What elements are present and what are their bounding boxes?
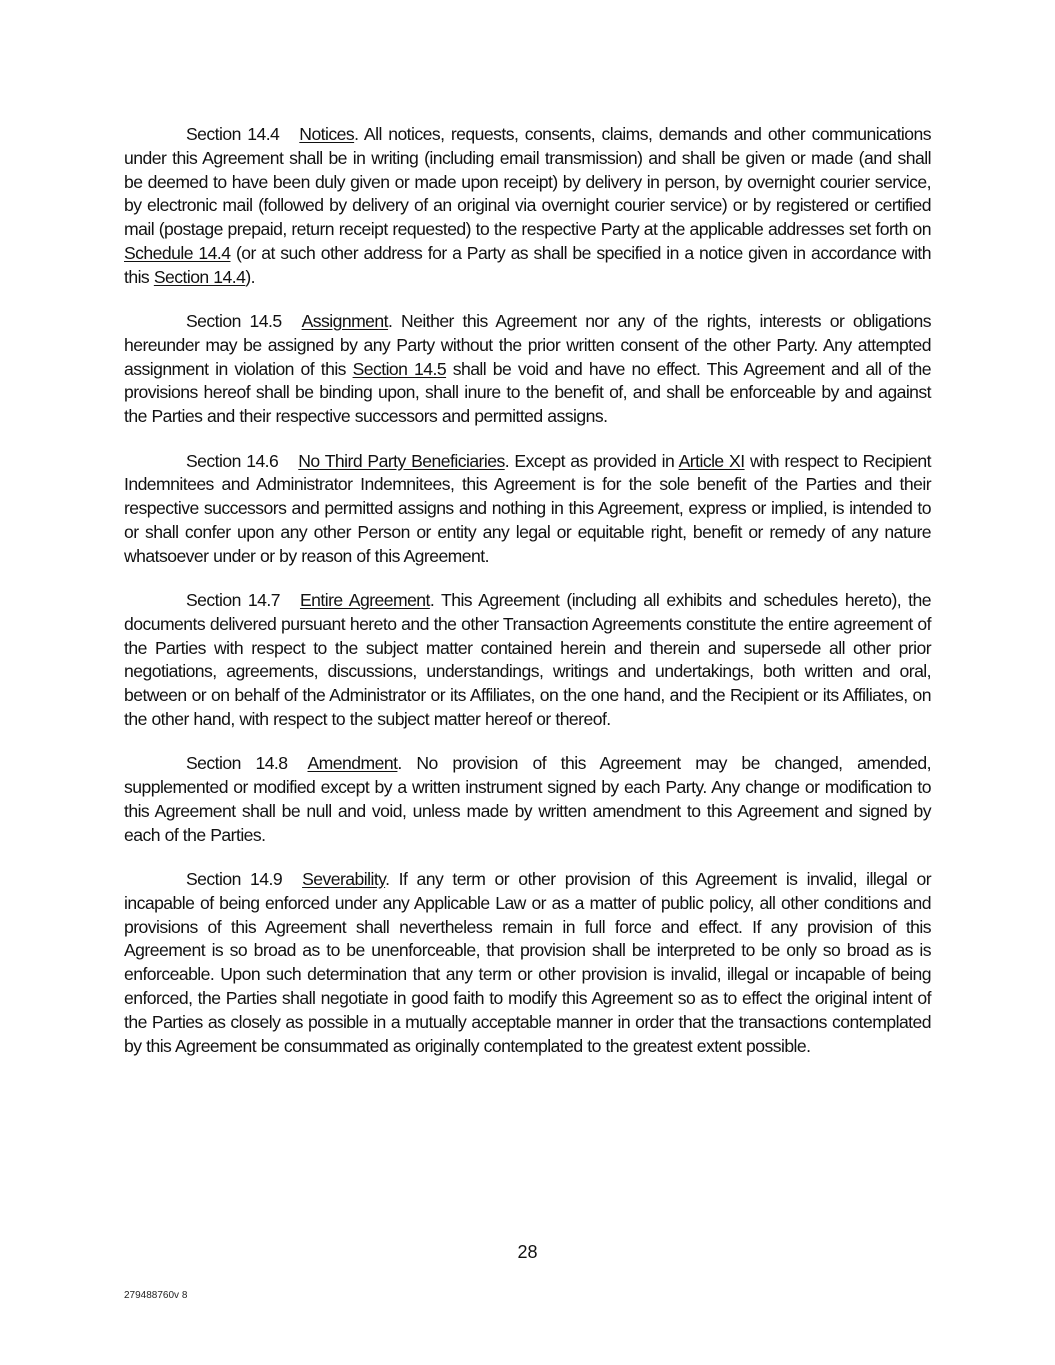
document-body: [124, 123, 931, 1079]
section-text: . All notices, requests, consents, claims, demands and other communications under this Agreement shall be in writing (including email transmission) and shall be given or made (and shall be deemed to have been duly given or made upon receipt) by delivery in person, by overnight courier service, by electronic mail (followed by delivery of an original via overnight courier service) or by registered or certified mail (postage prepaid, return receipt requested) to the respective Party at the applicable addresses set forth on: [124, 124, 931, 240]
section-text: . Neither this Agreement nor any of the rights, interests or obligations hereunder may be assigned by any Party without the prior written consent of the other Party. Any attempted assignment in violation of this: [124, 311, 932, 379]
cross-reference: Section 14.4: [153, 266, 246, 287]
cross-reference: Section 14.5: [352, 358, 447, 379]
section-text: (or at such other address for a Party as shall be specified in a notice given in accordance with this: [124, 242, 931, 287]
section-number: Section 14.9: [186, 869, 283, 890]
section-text: ).: [245, 266, 255, 287]
section-text: . No provision of this Agreement may be changed, amended, supplemented or modified except by a written instrument signed by each Party. Any change or modification to this Agreement shall be null and void, unless made by written amendment to this Agreement and signed by each of the Parties.: [124, 753, 931, 845]
section-paragraph: [124, 123, 931, 290]
section-number: Section 14.5: [186, 311, 282, 332]
section-text: . If any term or other provision of this Agreement is invalid, illegal or incapable of being enforced under any Applicable Law or as a matter of public policy, all other conditions and provisions of this Agreement shall nevertheless remain in full force and effect. If any provision of this Agreement is so broad as to be unenforceable, that provision shall be interpreted to be only so broad as is enforceable. Upon such determination that any term or other provision is invalid, illegal or incapable of being enforced, the Parties shall negotiate in good faith to modify this Agreement so as to effect the original intent of the Parties as closely as possible in a mutually acceptable manner in order that the transactions contemplated by this Agreement be consummated as originally contemplated to the greatest extent possible.: [124, 869, 932, 1056]
section-paragraph: [124, 868, 931, 1058]
cross-reference: Article XI: [678, 450, 745, 471]
section-title: Assignment: [301, 311, 388, 332]
page-number: 28: [517, 1242, 538, 1262]
section-title: No Third Party Beneficiaries: [298, 450, 505, 471]
section-number: Section 14.7: [186, 590, 280, 611]
section-number: Section 14.4: [186, 124, 280, 144]
section-number: Section 14.6: [186, 450, 279, 471]
section-paragraph: [124, 450, 931, 569]
cross-reference: Schedule 14.4: [124, 242, 231, 263]
section-title: Entire Agreement: [299, 590, 430, 611]
section-text: . Except as provided in: [504, 450, 679, 471]
section-paragraph: [124, 310, 931, 429]
section-text: . This Agreement (including all exhibits and schedules hereto), the documents delivered pursuant hereto and the other Transaction Agreements constitute the entire agreement of the Parties with respect to the subject matter contained herein and therein and supersede all other prior negotiations, agreements, discussions, understandings, writings and undertakings, both written and oral, between or on behalf of the Administrator or its Affiliates, on the one hand, and the Recipient or its Affiliates, on the other hand, with respect to the subject matter hereof or thereof.: [124, 590, 931, 730]
section-number: Section 14.8: [186, 753, 288, 774]
section-paragraph: [124, 752, 931, 847]
section-text: with respect to Recipient Indemnitees and Administrator Indemnitees, this Agreement is for the sole benefit of the Parties and their respective successors and permitted assigns and nothing in this Agreement, express or implied, is intended to or shall confer upon any other Person or entity any legal or equitable right, benefit or remedy of any nature whatsoever under or by reason of this Agreement.: [124, 450, 931, 566]
section-title: Severability: [302, 869, 386, 890]
section-title: Amendment: [307, 753, 398, 774]
document-id: 279488760v 8: [124, 1290, 188, 1301]
section-title: Notices: [299, 124, 355, 144]
section-text: shall be void and have no effect. This Agreement and all of the provisions hereof shall be binding upon, shall inure to the benefit of, and shall be enforceable by and against the Parties and their respective successors and permitted assigns.: [124, 358, 931, 427]
section-paragraph: [124, 589, 931, 732]
